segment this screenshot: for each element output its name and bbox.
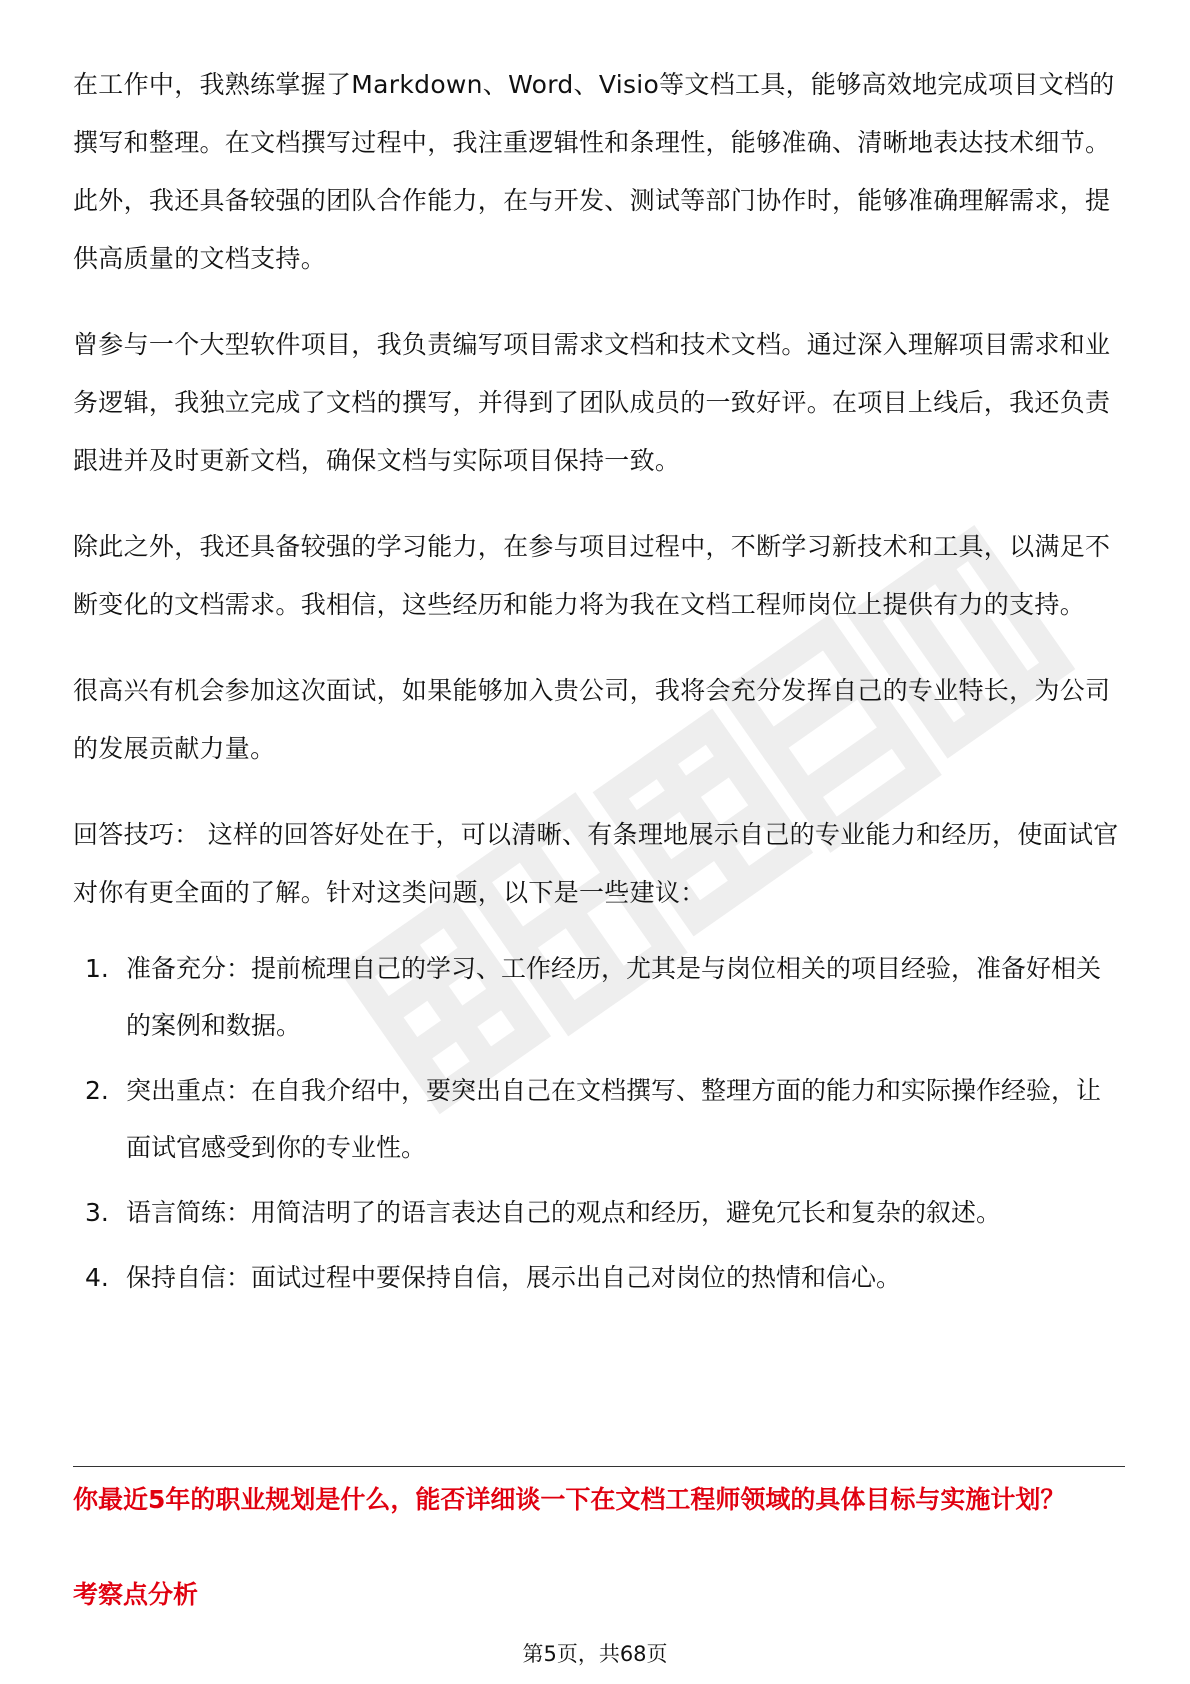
list-item xyxy=(73,1249,1125,1306)
list-text: 准备充分：提前梳理自己的学习、工作经历，尤其是与岗位相关的项目经验，准备好相关的案例和数据。 xyxy=(126,954,1102,1040)
list-text: 语言简练：用简洁明了的语言表达自己的观点和经历，避免冗长和复杂的叙述。 xyxy=(126,1198,1002,1227)
document-body xyxy=(73,56,1125,1314)
interview-question: 你最近5年的职业规划是什么，能否详细谈一下在文档工程师领域的具体目标与实施计划？ xyxy=(73,1485,1066,1514)
paragraph-work-skills: 在工作中，我熟练掌握了Markdown、Word、Visio等文档工具，能够高效地完成项目文档的撰写和整理。在文档撰写过程中，我注重逻辑性和条理性，能够准确、清晰地表达技术细节。此外，我还具备较强的团队合作能力，在与开发、测试等部门协作时，能够准确理解需求，提供高质量的文档支持。 xyxy=(73,70,1115,273)
list-number: 1. xyxy=(85,954,109,983)
list-number: 3. xyxy=(85,1198,109,1227)
list-item xyxy=(73,1184,1125,1241)
list-item xyxy=(73,1062,1125,1176)
tips-list xyxy=(73,940,1125,1306)
section-divider xyxy=(73,1466,1125,1467)
list-number: 2. xyxy=(85,1076,109,1105)
list-number: 4. xyxy=(85,1263,109,1292)
paragraph-answer-tips: 回答技巧： 这样的回答好处在于，可以清晰、有条理地展示自己的专业能力和经历，使面试官对你有更全面的了解。针对这类问题，以下是一些建议： xyxy=(73,820,1119,907)
list-text: 保持自信：面试过程中要保持自信，展示出自己对岗位的热情和信心。 xyxy=(126,1263,902,1292)
section-heading: 考察点分析 xyxy=(73,1580,199,1609)
page-footer: 第5页，共68页 xyxy=(522,1642,668,1666)
paragraph-learning-ability: 除此之外，我还具备较强的学习能力，在参与项目过程中，不断学习新技术和工具，以满足不断变化的文档需求。我相信，这些经历和能力将为我在文档工程师岗位上提供有力的支持。 xyxy=(73,532,1111,619)
paragraph-closing: 很高兴有机会参加这次面试，如果能够加入贵公司，我将会充分发挥自己的专业特长，为公司的发展贡献力量。 xyxy=(73,676,1111,763)
list-text: 突出重点：在自我介绍中，要突出自己在文档撰写、整理方面的能力和实际操作经验，让面试官感受到你的专业性。 xyxy=(126,1076,1102,1162)
paragraph-project-experience: 曾参与一个大型软件项目，我负责编写项目需求文档和技术文档。通过深入理解项目需求和业务逻辑，我独立完成了文档的撰写，并得到了团队成员的一致好评。在项目上线后，我还负责跟进并及时更新文档，确保文档与实际项目保持一致。 xyxy=(73,330,1111,475)
list-item xyxy=(73,940,1125,1054)
